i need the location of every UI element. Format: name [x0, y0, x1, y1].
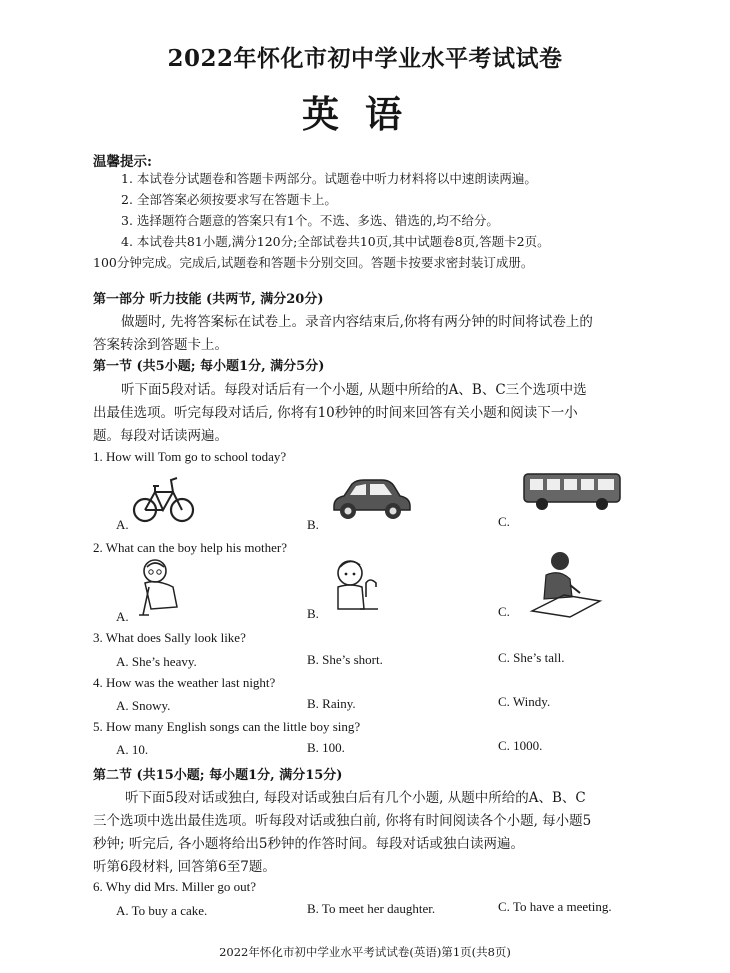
bicycle-icon: [133, 470, 195, 530]
part1-intro-line: 做题时, 先将答案标在试卷上。录音内容结束后,你将有两分钟的时间将试卷上的: [121, 314, 593, 330]
option-5a: A. 10.: [116, 742, 149, 757]
notice-heading: 温馨提示:: [93, 154, 152, 170]
option-4c: C. Windy.: [498, 694, 551, 709]
question-2: 2. What can the boy help his mother?: [93, 540, 287, 555]
option-6a: A. To buy a cake.: [116, 903, 208, 918]
question-1: 1. How will Tom go to school today?: [93, 449, 287, 464]
question-5: 5. How many English songs can the little boy sing?: [93, 719, 361, 734]
notice-line: 4. 本试卷共81小题,满分120分;全部试卷共10页,其中试题卷8页,答题卡2页。: [121, 234, 550, 249]
section1-intro-line: 出最佳选项。听完每段对话后, 你将有10秒钟的时间来回答有关小题和阅读下一小: [93, 405, 578, 421]
option-5c: C. 1000.: [498, 738, 543, 753]
option-1b: B.: [307, 517, 319, 532]
option-1c: C.: [498, 514, 510, 529]
section1-intro-line: 题。每段对话读两遍。: [93, 428, 228, 444]
page-footer: 2022年怀化市初中学业水平考试试卷(英语)第1页(共8页): [219, 945, 511, 959]
sweeping-boy-icon: [137, 557, 185, 623]
option-3b: B. She’s short.: [307, 652, 383, 667]
question-6: 6. Why did Mrs. Miller go out?: [93, 879, 256, 894]
section2-intro-line: 听第6段材料, 回答第6至7题。: [93, 859, 276, 875]
question-4: 4. How was the weather last night?: [93, 675, 276, 690]
option-2a: A.: [116, 609, 129, 624]
car-icon: [330, 476, 412, 526]
section2-heading: 第二节 (共15小题; 每小题1分, 满分15分): [93, 768, 343, 783]
section2-intro-line: 听下面5段对话或独白, 每段对话或独白后有几个小题, 从题中所给的A、B、C: [125, 790, 586, 806]
washing-boy-icon: [330, 557, 380, 623]
option-4a: A. Snowy.: [116, 698, 171, 713]
option-1a: A.: [116, 517, 129, 532]
exam-title: 2022年怀化市初中学业水平考试试卷: [167, 45, 563, 72]
drawing-boy-icon: [524, 549, 604, 621]
section1-heading: 第一节 (共5小题; 每小题1分, 满分5分): [93, 359, 325, 374]
option-3a: A. She’s heavy.: [116, 654, 197, 669]
section2-intro-line: 秒钟; 听完后, 各小题将给出5秒钟的作答时间。每段对话或独白读两遍。: [93, 836, 525, 852]
bus-icon: [522, 470, 622, 516]
option-4b: B. Rainy.: [307, 696, 356, 711]
section2-intro-line: 三个选项中选出最佳选项。听每段对话或独白前, 你将有时间阅读各个小题, 每小题5: [93, 813, 592, 829]
subject-title: 英语: [302, 92, 428, 136]
notice-line: 1. 本试卷分试题卷和答题卡两部分。试题卷中听力材料将以中速朗读两遍。: [121, 171, 537, 186]
option-2c: C.: [498, 604, 510, 619]
notice-line: 2. 全部答案必须按要求写在答题卡上。: [121, 192, 337, 207]
option-2b: B.: [307, 606, 319, 621]
section1-intro-line: 听下面5段对话。每段对话后有一个小题, 从题中所给的A、B、C三个选项中选: [121, 382, 587, 398]
part1-intro-line: 答案转涂到答题卡上。: [93, 337, 228, 353]
part1-heading: 第一部分 听力技能 (共两节, 满分20分): [93, 292, 324, 307]
option-3c: C. She’s tall.: [498, 650, 565, 665]
notice-line: 100分钟完成。完成后,试题卷和答题卡分别交回。答题卡按要求密封装订成册。: [93, 255, 534, 270]
notice-line: 3. 选择题符合题意的答案只有1个。不选、多选、错选的,均不给分。: [121, 213, 499, 228]
option-6b: B. To meet her daughter.: [307, 901, 436, 916]
option-6c: C. To have a meeting.: [498, 899, 612, 914]
option-5b: B. 100.: [307, 740, 345, 755]
question-3: 3. What does Sally look like?: [93, 630, 246, 645]
